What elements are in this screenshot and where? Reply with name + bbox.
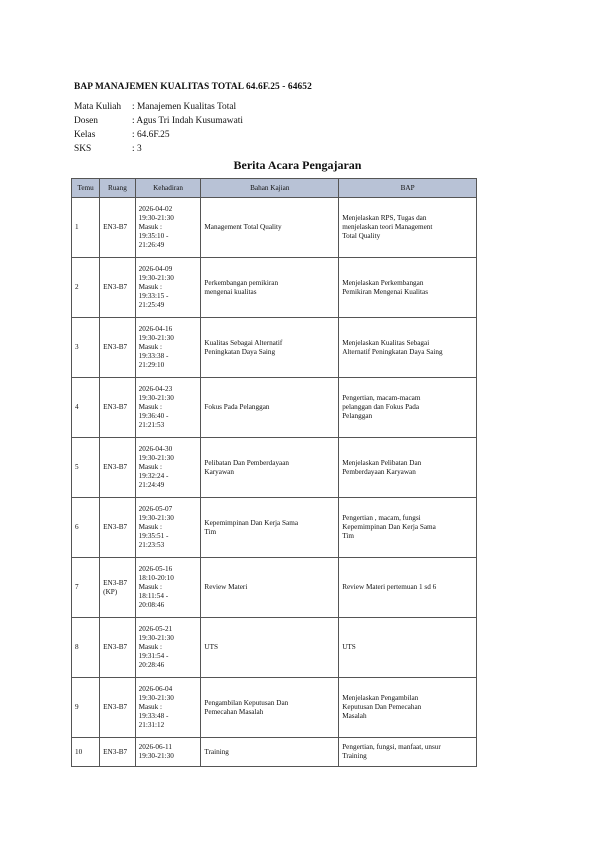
cell-bap: Pengertian, fungsi, manfaat, unsur Training (339, 738, 477, 767)
table-row (72, 198, 477, 258)
cell-kehadiran: 2026-05-16 18:10-20:10 Masuk : 18:11:54 - 20:08:46 (135, 558, 201, 618)
table-row (72, 438, 477, 498)
cell-temu: 10 (72, 738, 100, 767)
table-header-row (72, 179, 477, 198)
document-title: BAP MANAJEMEN KUALITAS TOTAL 64.6F.25 - 64652 (74, 82, 312, 92)
cell-kehadiran: 2026-06-04 19:30-21:30 Masuk : 19:33:48 - 21:31:12 (135, 678, 201, 738)
cell-temu: 6 (72, 498, 100, 558)
header-bap: BAP (339, 179, 477, 198)
meta-label: Kelas (74, 130, 96, 140)
cell-temu: 1 (72, 198, 100, 258)
table-row (72, 738, 477, 767)
table-row (72, 318, 477, 378)
meta-label: Dosen (74, 116, 98, 126)
cell-ruang: EN3-B7 (100, 438, 135, 498)
cell-temu: 2 (72, 258, 100, 318)
meta-row-class (74, 128, 243, 142)
header-temu: Temu (72, 179, 100, 198)
table-row (72, 378, 477, 438)
meta-value: : 3 (132, 144, 142, 154)
meta-label: Mata Kuliah (74, 102, 122, 112)
cell-ruang: EN3-B7 (100, 378, 135, 438)
meta-row-course (74, 100, 243, 114)
cell-kehadiran: 2026-06-11 19:30-21:30 (135, 738, 201, 767)
cell-temu: 7 (72, 558, 100, 618)
meta-row-credits (74, 142, 243, 156)
cell-bap: Menjelaskan Pengambilan Keputusan Dan Pemecahan Masalah (339, 678, 477, 738)
cell-bap: Menjelaskan Kualitas Sebagai Alternatif Peningkatan Daya Saing (339, 318, 477, 378)
cell-bahan-kajian: Kepemimpinan Dan Kerja Sama Tim (201, 498, 339, 558)
cell-kehadiran: 2026-05-07 19:30-21:30 Masuk : 19:35:51 - 21:23:53 (135, 498, 201, 558)
cell-kehadiran: 2026-05-21 19:30-21:30 Masuk : 19:31:54 - 20:28:46 (135, 618, 201, 678)
table-row (72, 258, 477, 318)
cell-temu: 8 (72, 618, 100, 678)
cell-bap: Review Materi pertemuan 1 sd 6 (339, 558, 477, 618)
cell-ruang: EN3-B7 (100, 618, 135, 678)
cell-temu: 9 (72, 678, 100, 738)
cell-bap: Pengertian, macam-macam pelanggan dan Fokus Pada Pelanggan (339, 378, 477, 438)
cell-bap: Menjelaskan RPS, Tugas dan menjelaskan teori Management Total Quality (339, 198, 477, 258)
course-info (74, 100, 243, 156)
meta-value: : 64.6F.25 (132, 130, 170, 140)
meta-value: : Agus Tri Indah Kusumawati (132, 116, 243, 126)
cell-temu: 5 (72, 438, 100, 498)
cell-ruang: EN3-B7 (100, 198, 135, 258)
cell-kehadiran: 2026-04-30 19:30-21:30 Masuk : 19:32:24 - 21:24:49 (135, 438, 201, 498)
cell-temu: 3 (72, 318, 100, 378)
table-row (72, 678, 477, 738)
cell-bahan-kajian: Management Total Quality (201, 198, 339, 258)
teaching-record-table (71, 178, 477, 767)
table-row (72, 498, 477, 558)
header-kehadiran: Kehadiran (135, 179, 201, 198)
cell-ruang: EN3-B7 (KP) (100, 558, 135, 618)
cell-bahan-kajian: Perkembangan pemikiran mengenai kualitas (201, 258, 339, 318)
cell-bahan-kajian: Pengambilan Keputusan Dan Pemecahan Masalah (201, 678, 339, 738)
cell-ruang: EN3-B7 (100, 258, 135, 318)
header-ruang: Ruang (100, 179, 135, 198)
cell-bahan-kajian: Training (201, 738, 339, 767)
cell-bahan-kajian: Fokus Pada Pelanggan (201, 378, 339, 438)
cell-ruang: EN3-B7 (100, 738, 135, 767)
cell-bap: Pengertian , macam, fungsi Kepemimpinan Dan Kerja Sama Tim (339, 498, 477, 558)
cell-bahan-kajian: Pelibatan Dan Pemberdayaan Karyawan (201, 438, 339, 498)
cell-ruang: EN3-B7 (100, 498, 135, 558)
section-title: Berita Acara Pengajaran (233, 158, 362, 172)
cell-ruang: EN3-B7 (100, 678, 135, 738)
cell-bahan-kajian: Review Materi (201, 558, 339, 618)
cell-ruang: EN3-B7 (100, 318, 135, 378)
cell-kehadiran: 2026-04-09 19:30-21:30 Masuk : 19:33:15 - 21:25:49 (135, 258, 201, 318)
cell-bahan-kajian: UTS (201, 618, 339, 678)
cell-bap: Menjelaskan Perkembangan Pemikiran Mengenai Kualitas (339, 258, 477, 318)
cell-kehadiran: 2026-04-02 19:30-21:30 Masuk : 19:35:10 - 21:26:49 (135, 198, 201, 258)
table-row (72, 558, 477, 618)
cell-bap: UTS (339, 618, 477, 678)
meta-value: : Manajemen Kualitas Total (132, 102, 237, 112)
cell-temu: 4 (72, 378, 100, 438)
meta-label: SKS (74, 144, 92, 154)
cell-kehadiran: 2026-04-23 19:30-21:30 Masuk : 19:36:40 - 21:21:53 (135, 378, 201, 438)
cell-kehadiran: 2026-04-16 19:30-21:30 Masuk : 19:33:38 - 21:29:10 (135, 318, 201, 378)
cell-bap: Menjelaskan Pelibatan Dan Pemberdayaan Karyawan (339, 438, 477, 498)
header-bahan-kajian: Bahan Kajian (201, 179, 339, 198)
meta-row-lecturer (74, 114, 243, 128)
table-row (72, 618, 477, 678)
cell-bahan-kajian: Kualitas Sebagai Alternatif Peningkatan Daya Saing (201, 318, 339, 378)
